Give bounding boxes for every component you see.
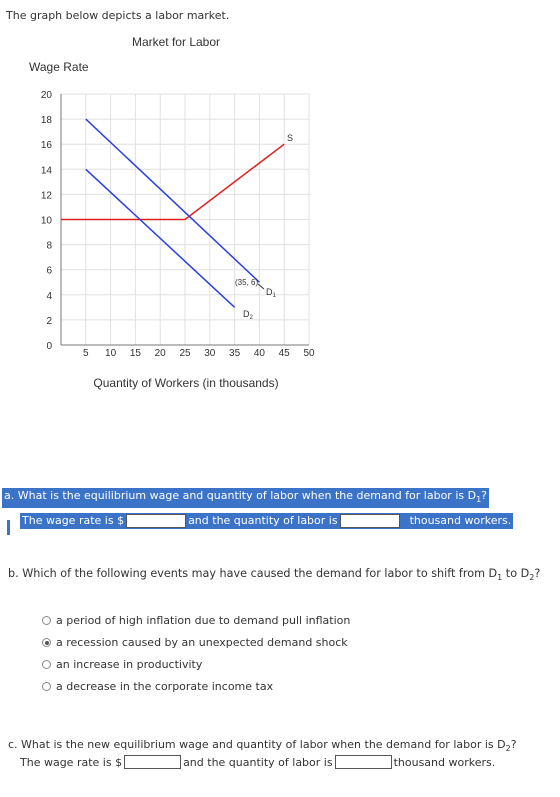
question-c-text: c. What is the new equilibrium wage and quantity of labor when the demand for labor is $D_2$? (8, 738, 517, 754)
y-tick-4: 4 (46, 290, 52, 302)
demand-2-label: $D_2$ (243, 309, 253, 321)
option-label: a recession caused by an unexpected demand shock (56, 636, 348, 649)
option-3[interactable] (42, 658, 202, 671)
intro-text: The graph below depicts a labor market. (6, 9, 230, 22)
question-c-wage-input[interactable] (124, 755, 181, 769)
radio-button[interactable] (42, 682, 51, 691)
x-tick-25: 25 (179, 348, 191, 359)
question-a-suffix: thousand workers. (409, 514, 512, 528)
question-a (2, 484, 520, 550)
question-c-qty-text: and the quantity of labor is (183, 755, 333, 769)
radio-button[interactable] (42, 660, 51, 669)
question-a-qty-text: and the quantity of labor is (188, 514, 338, 528)
y-tick-14: 14 (40, 165, 52, 177)
chart-title: Market for Labor (131, 35, 221, 49)
labor-market-chart (0, 30, 560, 400)
y-tick-2: 2 (46, 315, 52, 327)
question-a-wage-input[interactable] (126, 514, 186, 528)
question-b-text: b. Which of the following events may have caused the demand for labor to shift from $D_1$ to $D_2$? (8, 567, 541, 583)
y-tick-labels (41, 90, 53, 352)
option-label: a period of high inflation due to demand pull inflation (56, 614, 351, 627)
series-s-line (61, 144, 284, 219)
question-c-qty-input[interactable] (335, 755, 392, 769)
question-c-suffix: thousand workers. (393, 755, 496, 769)
x-tick-40: 40 (253, 348, 265, 359)
x-tick-50: 50 (303, 348, 315, 359)
y-tick-10: 10 (40, 215, 52, 227)
y-axis-label: Wage Rate (29, 60, 89, 74)
annotation-35-6: (35, 6) (235, 278, 259, 287)
x-tick-15: 15 (129, 348, 141, 359)
question-c-answer-row (20, 755, 495, 769)
question-a-qty-input[interactable] (340, 514, 400, 528)
radio-button[interactable] (42, 638, 51, 647)
option-2[interactable] (42, 636, 348, 649)
option-label: a decrease in the corporate income tax (56, 680, 274, 693)
question-a-wage-prefix: The wage rate is $ (22, 514, 125, 528)
y-tick-16: 16 (40, 140, 52, 152)
option-4[interactable] (42, 680, 273, 693)
option-label: an increase in productivity (56, 658, 203, 671)
demand-1-label: $D_1$ (266, 287, 276, 299)
y-tick-6: 6 (46, 265, 52, 277)
x-tick-20: 20 (154, 348, 166, 359)
question-a-text: a. What is the equilibrium wage and quantity of labor when the demand for labor is $D_1$? (2, 488, 489, 508)
y-tick-8: 8 (46, 240, 52, 252)
x-axis-label: Quantity of Workers (in thousands) (93, 376, 279, 390)
question-c-wage-prefix: The wage rate is $ (20, 755, 123, 769)
x-tick-35: 35 (229, 348, 241, 359)
y-tick-20: 20 (40, 90, 52, 101)
x-tick-labels (83, 348, 315, 359)
y-tick-12: 12 (40, 190, 52, 202)
y-tick-18: 18 (40, 115, 52, 127)
x-tick-10: 10 (105, 348, 117, 359)
supply-label: S (287, 133, 294, 143)
x-tick-45: 45 (278, 348, 290, 359)
radio-button[interactable] (42, 616, 51, 625)
series-d1-line (86, 119, 260, 282)
highlight-bar (7, 520, 10, 535)
y-tick-0: 0 (46, 341, 52, 352)
x-tick-5: 5 (83, 348, 89, 359)
option-1[interactable] (42, 614, 350, 627)
x-tick-30: 30 (204, 348, 216, 359)
